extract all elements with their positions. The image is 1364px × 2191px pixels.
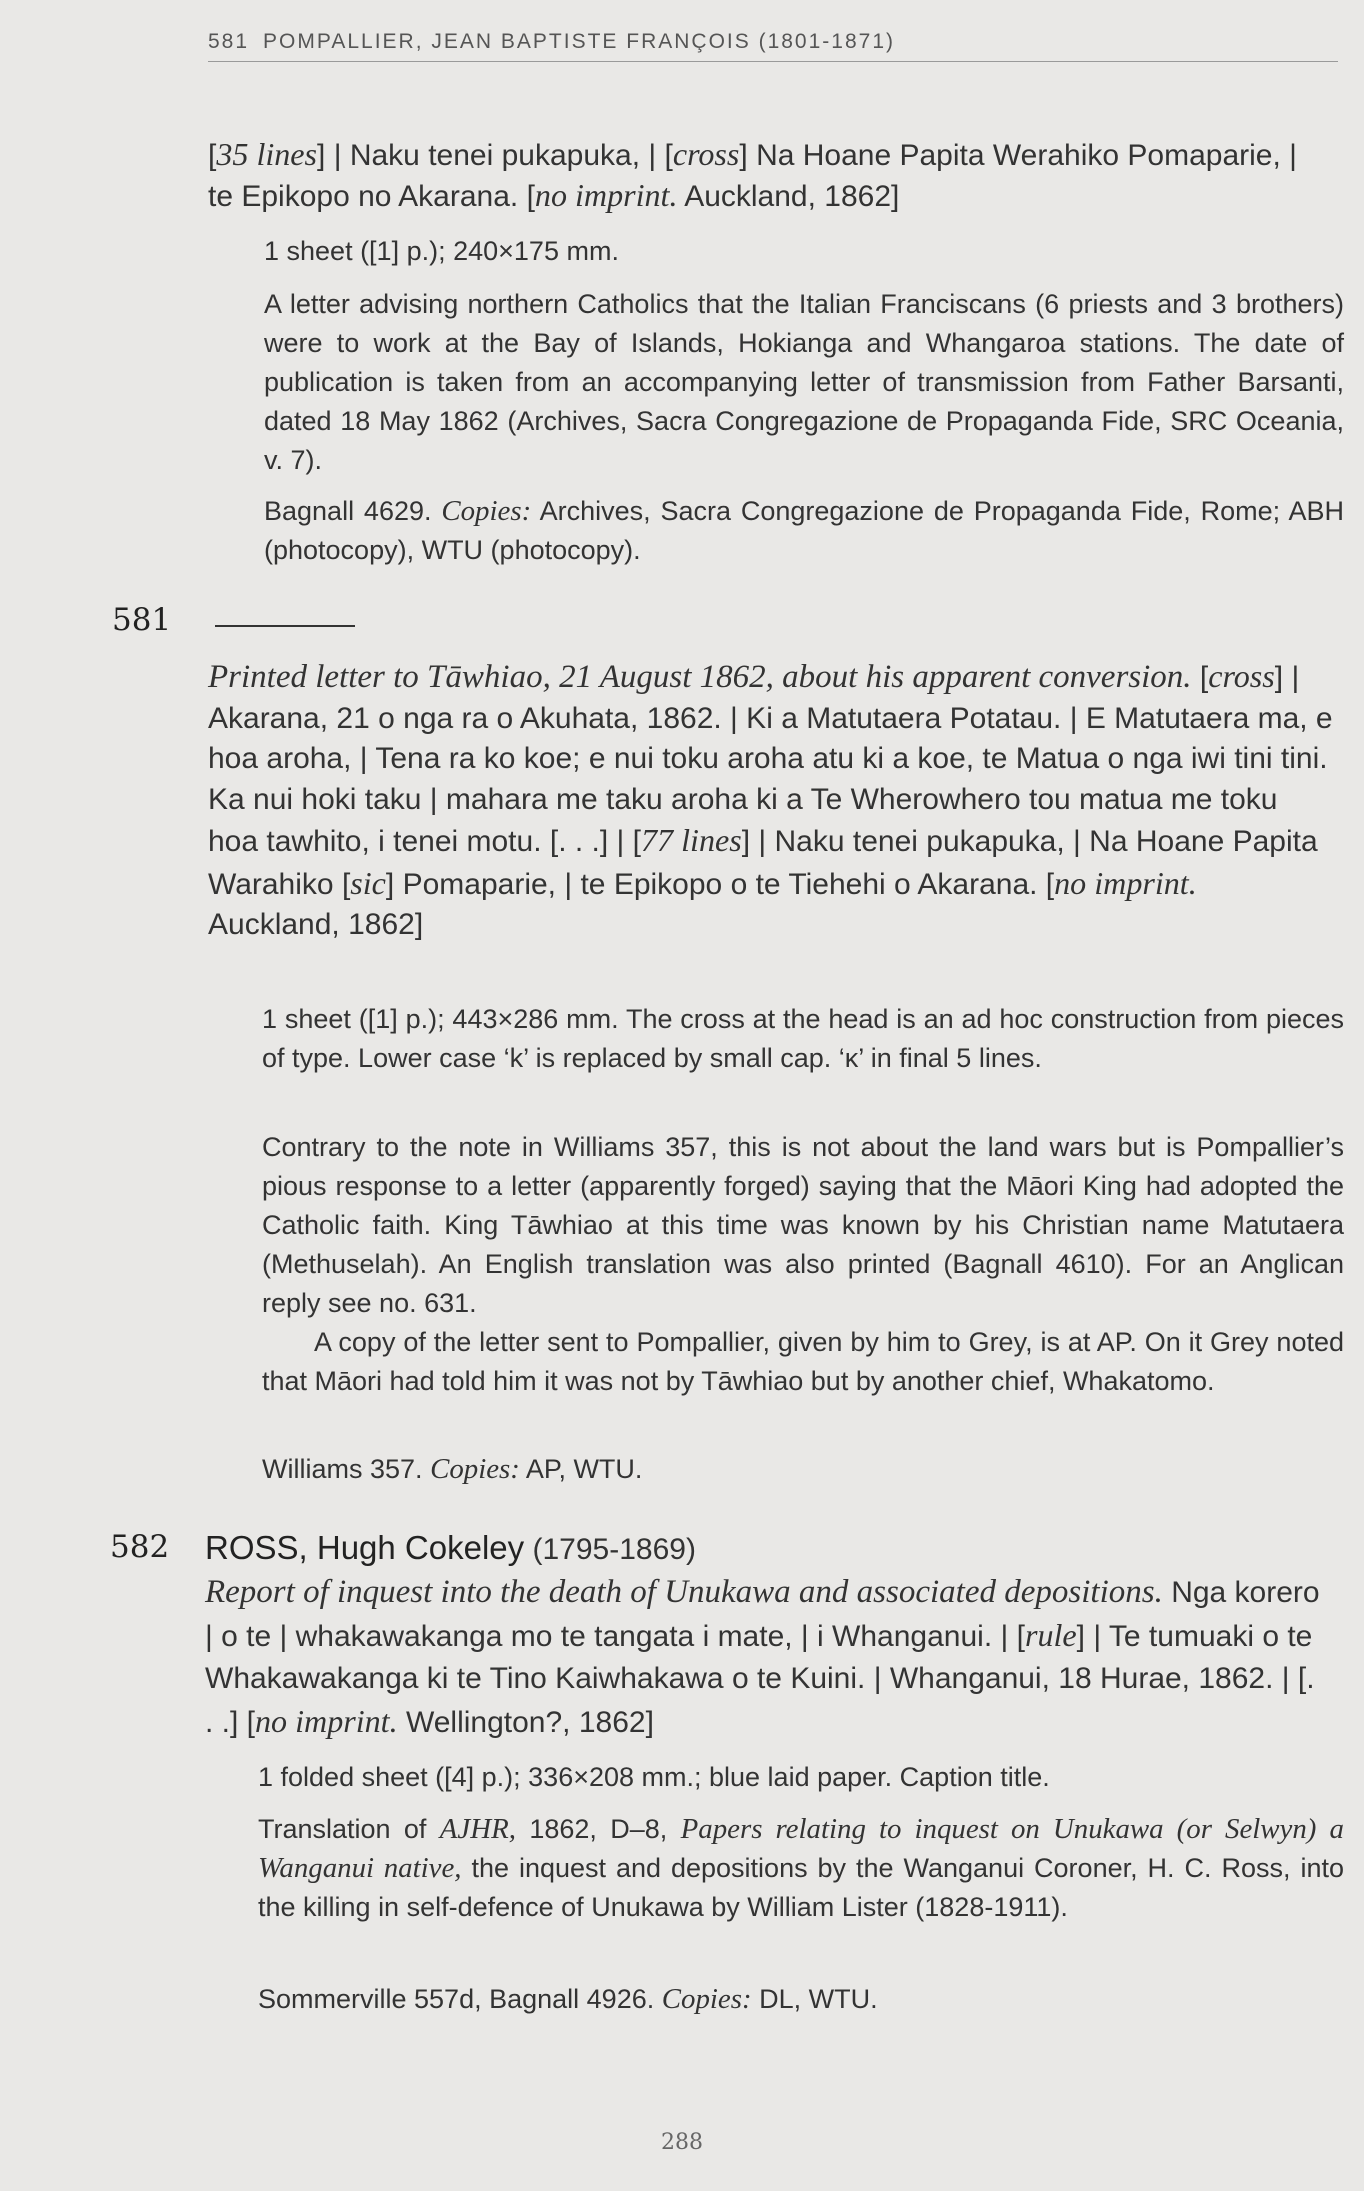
prev-transcription-text-3: Auckland, 1862] — [684, 179, 900, 213]
entry-582-references — [258, 1980, 1344, 2019]
entry-582-text-2: | Te tumuaki o te Whakawakanga ki te Tino Kaiwhakawa o te Kuini. | Whanganui, 18 Hurae, 1862. | [. . .] — [205, 1620, 1315, 1739]
prev-transcription: [35 lines] | Naku tenei pukapuka, | [cross] Na Hoane Papita Werahiko Pomaparie, | te Epikopo no Akarana. [no imprint. Auckland, 1862] — [208, 136, 1297, 213]
entry-581-references — [262, 1450, 1344, 1489]
entry-582-copies-label: Copies: — [661, 1983, 752, 2015]
entry-581-note-1: Contrary to the note in Williams 357, this is not about the land wars but is Pompallier’s pious response to a letter (apparently forged) saying that the Māori King had adopted the Catholic faith. King Tāwhiao at this time was known by his Christian name Matutaera (Methuselah). An English translation was also printed (Bagnall 4610). For an Anglican reply see no. 631. — [262, 1132, 1344, 1318]
prev-copies-label: Copies: — [441, 495, 532, 527]
entry-581-lines-label: 77 lines — [641, 822, 742, 858]
author-repeat-rule — [215, 625, 355, 627]
entry-582-text-1: Nga korero | o te | whakawakanga mo te tangata i mate, | i Whanganui. | — [205, 1576, 1320, 1653]
prev-physical-description: 1 sheet ([1] p.); 240×175 mm. — [264, 236, 619, 266]
entry-582-title: Report of inquest into the death of Unukawa and associated depositions. — [205, 1574, 1163, 1610]
page-number: 288 — [661, 2130, 703, 2155]
prev-no-imprint: no imprint. — [534, 176, 678, 213]
prev-transcription-text-2: Na Hoane Papita Werahiko Pomaparie, | te Epikopo no Akarana. — [208, 139, 1297, 213]
entry-number-581: 581 — [112, 602, 172, 638]
entry-582-note-pre: Translation of — [258, 1814, 427, 1844]
prev-cross-label: cross — [672, 136, 740, 172]
entry-581-text-1: | Akarana, 21 o nga ra o Akuhata, 1862. | Ki a Matutaera Potatau. | E Matutaera ma, e hoa aroha, | Tena ra ko koe; e nui toku aroha atu ki a koe, te Matua o nga iwi tini tini. Ka nui hoki taku | mahara me taku aroha ki a Te Wherowhero tou matua me toku hoa tawhito, i tenei motu. [. . .] | — [208, 661, 1333, 858]
entry-581-refs-text: Williams 357. — [262, 1454, 423, 1484]
prev-note: A letter advising northern Catholics that the Italian Franciscans (6 priests and 3 brothers) were to work at the Bay of Islands, Hokianga and Whangaroa stations. The date of publication is taken from an accompanying letter of transmission from Father Barsanti, dated 18 May 1862 (Archives, Sacra Congregazione de Propaganda Fide, SRC Oceania, v. 7). — [264, 289, 1344, 475]
running-head-title: POMPALLIER, JEAN BAPTISTE FRANÇOIS (1801-1871) — [263, 30, 895, 53]
running-head — [208, 30, 1338, 62]
prev-transcription-text-1: | Naku tenei pukapuka, | — [333, 139, 657, 172]
entry-582-no-imprint: no imprint. — [255, 1703, 398, 1739]
running-head-number: 581 — [208, 30, 250, 53]
entry-581-copies-text: AP, WTU. — [525, 1454, 643, 1484]
entry-582-note-post: the inquest and depositions by the Wanganui Coroner, H. C. Ross, into the killing in self-defence of Unukawa by William Lister (1828-1911). — [258, 1853, 1344, 1922]
entry-582-copies-text: DL, WTU. — [759, 1984, 878, 2014]
entry-581-cross: cross — [1208, 658, 1275, 694]
entry-581-copies-label: Copies: — [430, 1453, 520, 1485]
entry-582-refs-text: Sommerville 557d, Bagnall 4926. — [258, 1984, 655, 2014]
entry-581-text-2: | Naku tenei pukapuka, | Na Hoane Papita Warahiko — [208, 825, 1318, 901]
prev-references — [264, 492, 1344, 570]
entry-582-note-mid: 1862, D–8, — [529, 1814, 668, 1844]
entry-number-582: 582 — [110, 1529, 170, 1565]
entry-582-ajhr: AJHR, — [439, 1813, 516, 1845]
entry-582-text-3: Wellington?, 1862] — [405, 1706, 654, 1739]
prev-lines-label: 35 lines — [216, 136, 318, 172]
entry-581-note-2: A copy of the letter sent to Pompallier, given by him to Grey, is at AP. On it Grey noted that Māori had told him it was not by Tāwhiao but by another chief, Whakatomo. — [262, 1327, 1344, 1396]
entry-582-dates: (1795-1869) — [532, 1533, 696, 1566]
entry-582-papers-title: Papers relating to inquest on Unukawa (or Selwyn) a Wanganui native, — [258, 1813, 1344, 1884]
prev-copies-text: Archives, Sacra Congregazione de Propaganda Fide, Rome; ABH (photocopy), WTU (photocopy). — [264, 496, 1344, 565]
entry-581-title: Printed letter to Tāwhiao, 21 August 1862, about his apparent conversion. — [208, 659, 1192, 695]
entry-582-physical: 1 folded sheet ([4] p.); 336×208 mm.; blue laid paper. Caption title. — [258, 1762, 1050, 1792]
entry-581-no-imprint: no imprint. — [1054, 864, 1197, 901]
entry-582-body: ROSS, Hugh Cokeley (1795-1869) Report of inquest into the death of Unukawa and associated depositions. Nga korero | o te | whakawakanga mo te tangata i mate, | i Whanganui. | [rule] | Te tumuaki o te Whakawakanga ki te Tino Kaiwhakawa o te Kuini. | Whanganui, 18 Hurae, 1862. | [. . .] [no imprint. Wellington?, 1862] — [205, 1529, 1320, 1739]
entry-581-text-3: Pomaparie, | te Epikopo o te Tiehehi o Akarana. — [402, 867, 1038, 901]
prev-refs-text: Bagnall 4629. — [264, 496, 432, 526]
entry-581-body: Printed letter to Tāwhiao, 21 August 1862, about his apparent conversion. [cross] | Akarana, 21 o nga ra o Akuhata, 1862. | Ki a Matutaera Potatau. | E Matutaera ma, e hoa aroha, | Tena ra ko koe; e nui toku aroha atu ki a koe, te Matua o nga iwi tini tini. Ka nui hoki taku | mahara me taku aroha ki a Te Wherowhero tou matua me toku hoa tawhito, i tenei motu. [. . .] | [77 lines] | Naku tenei pukapuka, | Na Hoane Papita Warahiko [sic] Pomaparie, | te Epikopo o te Tiehehi o Akarana. [no imprint. Auckland, 1862] — [208, 658, 1333, 941]
entry-581-text-4: Auckland, 1862] — [208, 908, 424, 941]
entry-582-rule: rule — [1024, 1617, 1077, 1653]
entry-581-sic: sic — [350, 864, 386, 901]
entry-581-physical: 1 sheet ([1] p.); 443×286 mm. The cross at the head is an ad hoc construction from pieces of type. Lower case ‘k’ is replaced by small cap. ‘ᴋ’ in final 5 lines. — [262, 1004, 1344, 1073]
entry-582-note — [258, 1810, 1344, 1927]
entry-582-author: ROSS, Hugh Cokeley — [205, 1529, 525, 1566]
